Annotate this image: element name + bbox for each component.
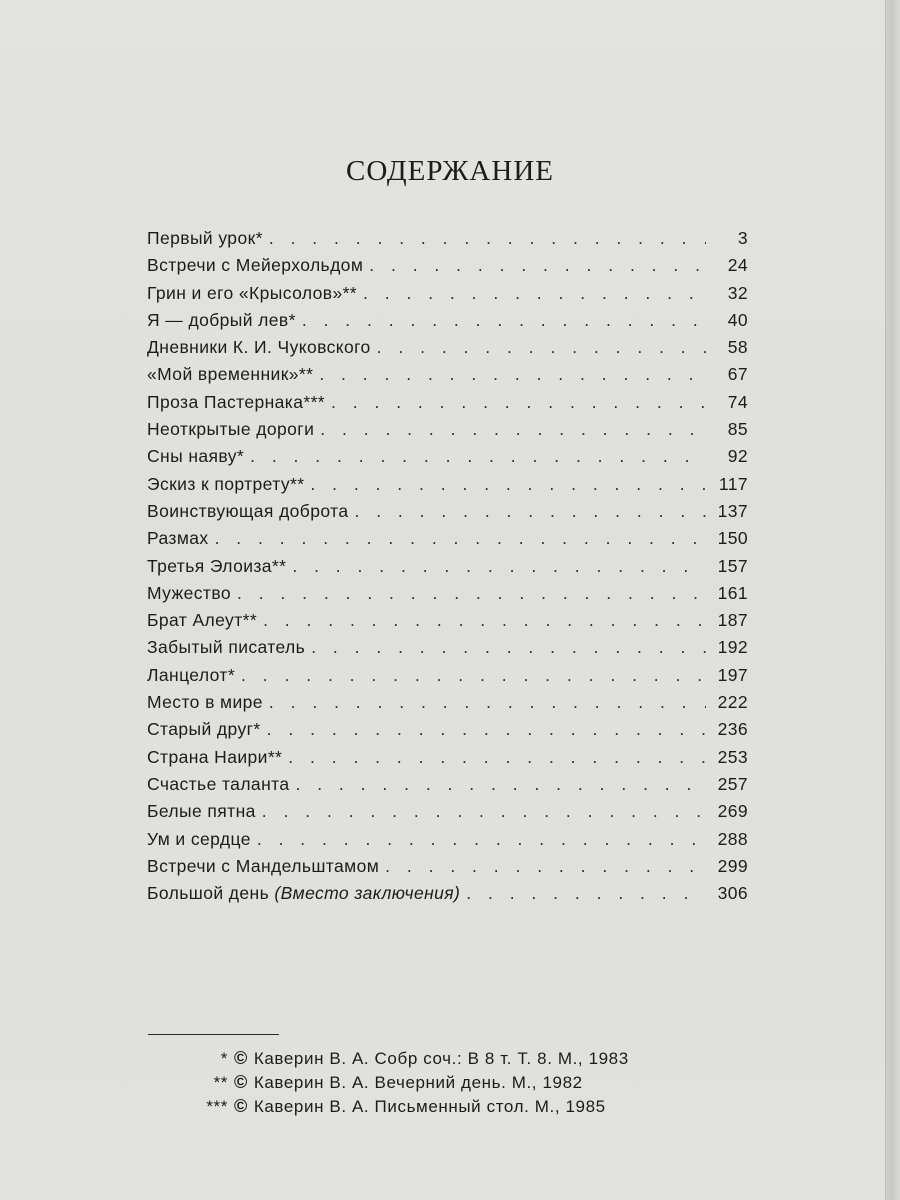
toc-entry-page: 40 [727, 309, 748, 330]
toc-entry-page: 117 [718, 473, 748, 494]
toc-entry-page: 299 [717, 855, 748, 876]
toc-entry-page: 236 [717, 719, 748, 740]
toc-entry-title: Мужество [147, 582, 231, 603]
toc-dot-leader [269, 692, 706, 713]
toc-entry-page: 187 [717, 610, 748, 631]
copyright-symbol: © [234, 1096, 248, 1116]
toc-entry [147, 665, 748, 692]
toc-dot-leader [292, 556, 706, 577]
table-of-contents [147, 228, 748, 910]
toc-entry [147, 283, 748, 310]
toc-entry [147, 364, 748, 391]
toc-entry-title: Эскиз к портрету** [147, 473, 305, 494]
toc-entry-page: 257 [717, 773, 748, 794]
footnote-mark: ** [213, 1073, 228, 1092]
toc-dot-leader [262, 801, 706, 822]
toc-entry [147, 692, 748, 719]
toc-entry [147, 337, 748, 364]
toc-entry [147, 883, 748, 910]
toc-dot-leader [369, 255, 706, 276]
toc-entry [147, 856, 748, 883]
toc-dot-leader [354, 501, 706, 522]
toc-entry-title: Ум и сердце [147, 828, 251, 849]
toc-entry [147, 637, 748, 664]
toc-entry-title: Третья Элоиза** [147, 555, 287, 576]
toc-entry [147, 583, 748, 610]
toc-entry-title: Большой день (Вместо заключения) [147, 883, 461, 904]
toc-entry-page: 161 [717, 582, 748, 603]
toc-entry [147, 474, 748, 501]
toc-entry-page: 92 [727, 446, 748, 467]
toc-entry [147, 255, 748, 282]
toc-entry-title: Сны наяву* [147, 446, 245, 467]
toc-entry [147, 610, 748, 637]
toc-entry-title: Неоткрытые дороги [147, 419, 315, 440]
footnote-text: Каверин В. А. Собр соч.: В 8 т. Т. 8. М., 1983 [253, 1049, 629, 1068]
footnote [160, 1048, 750, 1072]
toc-dot-leader [250, 446, 706, 467]
toc-entry-note: (Вместо заключения) [269, 883, 461, 904]
toc-dot-leader [320, 419, 706, 440]
footnote-text: Каверин В. А. Вечерний день. М., 1982 [253, 1073, 583, 1092]
toc-entry-page: 74 [727, 391, 748, 412]
copyright-symbol: © [234, 1072, 248, 1092]
footnote [160, 1096, 750, 1120]
toc-entry [147, 747, 748, 774]
toc-entry-title: Встречи с Мандельштамом [147, 855, 380, 876]
toc-dot-leader [319, 364, 706, 385]
toc-entry-page: 157 [717, 555, 748, 576]
toc-entry [147, 528, 748, 555]
toc-entry-title: Я — добрый лев* [147, 309, 296, 330]
toc-entry-page: 288 [717, 828, 748, 849]
contents-heading: СОДЕРЖАНИЕ [346, 155, 554, 188]
toc-entry-title: Размах [147, 528, 209, 549]
toc-entry-title: Грин и его «Крысолов»** [147, 282, 358, 303]
toc-entry-title: Проза Пастернака*** [147, 391, 326, 412]
toc-entry [147, 228, 748, 255]
toc-entry [147, 446, 748, 473]
toc-dot-leader [331, 392, 706, 413]
toc-dot-leader [363, 283, 706, 304]
toc-entry-title: Забытый писатель [147, 637, 306, 658]
toc-entry-page: 192 [717, 637, 748, 658]
toc-entry-page: 85 [727, 419, 748, 440]
toc-entry [147, 310, 748, 337]
toc-dot-leader [267, 719, 706, 740]
toc-entry-page: 3 [737, 228, 748, 248]
toc-entry [147, 801, 748, 828]
toc-entry [147, 829, 748, 856]
toc-dot-leader [215, 528, 706, 549]
toc-entry-title: Белые пятна [147, 801, 256, 822]
copyright-symbol: © [234, 1048, 248, 1068]
toc-entry-page: 32 [727, 282, 748, 303]
toc-dot-leader [302, 310, 706, 331]
footnote-divider [148, 1034, 279, 1035]
toc-entry-page: 269 [717, 801, 748, 822]
toc-entry [147, 719, 748, 746]
footnote-text: Каверин В. А. Письменный стол. М., 1985 [253, 1097, 606, 1116]
toc-entry-page: 58 [727, 337, 748, 358]
toc-entry-page: 253 [717, 746, 748, 767]
toc-dot-leader [377, 337, 706, 358]
toc-dot-leader [288, 747, 706, 768]
toc-entry-page: 197 [717, 664, 748, 685]
toc-dot-leader [257, 829, 706, 850]
toc-entry-title: Первый урок* [147, 228, 263, 248]
toc-dot-leader [385, 856, 706, 877]
toc-entry-page: 306 [717, 883, 748, 904]
toc-entry-page: 67 [727, 364, 748, 385]
toc-entry-title: Воинствующая доброта [147, 500, 349, 521]
toc-entry [147, 501, 748, 528]
toc-entry-title: Брат Алеут** [147, 610, 258, 631]
toc-dot-leader [310, 474, 706, 495]
footnote-mark: * [220, 1049, 228, 1068]
toc-entry [147, 419, 748, 446]
footnote [160, 1072, 750, 1096]
toc-dot-leader [241, 665, 706, 686]
toc-entry-page: 24 [727, 255, 748, 276]
toc-entry-page: 222 [717, 692, 748, 713]
footnote-mark: *** [206, 1097, 228, 1116]
toc-dot-leader [295, 774, 706, 795]
toc-entry-page: 150 [717, 528, 748, 549]
toc-entry [147, 392, 748, 419]
toc-entry-page: 137 [717, 500, 748, 521]
toc-entry [147, 556, 748, 583]
toc-entry-title: Старый друг* [147, 719, 261, 740]
toc-entry-title: «Мой временник»** [147, 364, 314, 385]
toc-entry-title: Счастье таланта [147, 773, 290, 794]
toc-dot-leader [263, 610, 706, 631]
toc-dot-leader [466, 883, 706, 904]
toc-entry-title: Встречи с Мейерхольдом [147, 255, 364, 276]
footnotes [160, 1048, 750, 1120]
toc-dot-leader [311, 637, 706, 658]
toc-dot-leader [269, 228, 706, 249]
toc-entry-title: Ланцелот* [147, 664, 236, 685]
toc-entry-title: Место в мире [147, 692, 263, 713]
page-edge [885, 0, 900, 1200]
toc-dot-leader [237, 583, 706, 604]
toc-entry-title: Страна Наири** [147, 746, 283, 767]
toc-entry [147, 774, 748, 801]
toc-entry-title: Дневники К. И. Чуковского [147, 337, 371, 358]
